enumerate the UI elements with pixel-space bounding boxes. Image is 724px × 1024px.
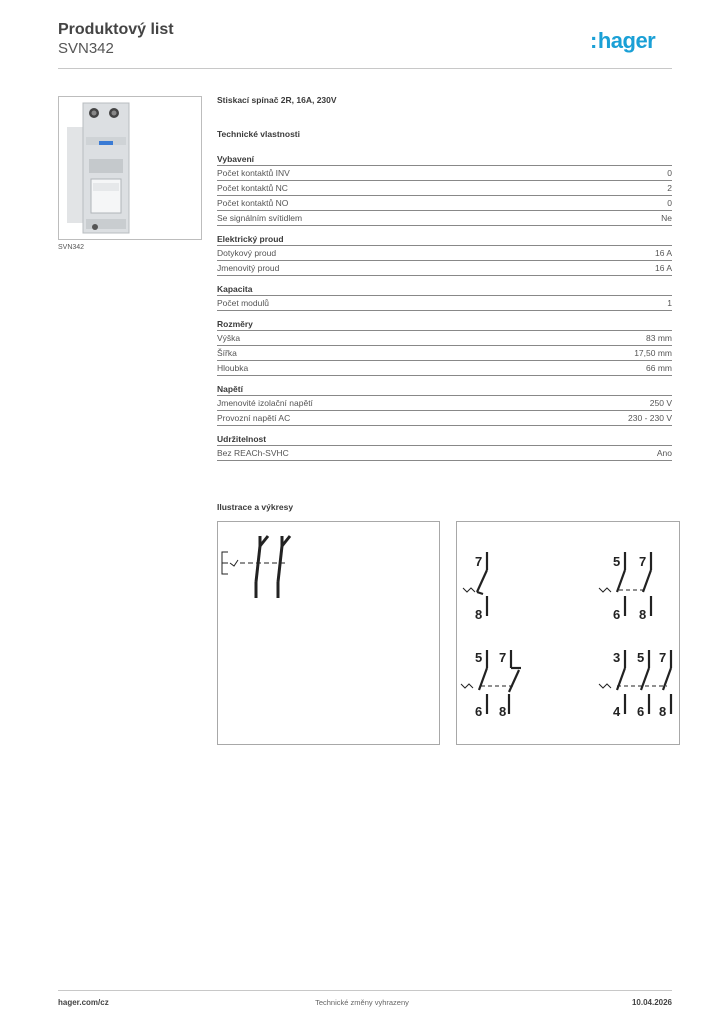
product-image-caption: SVN342	[58, 244, 85, 251]
spec-value: Ne	[661, 213, 672, 223]
spec-label: Jmenovité izolační napětí	[217, 398, 313, 408]
illustrations-title: Ilustrace a výkresy	[217, 502, 294, 512]
spec-label: Počet modulů	[217, 298, 269, 308]
spec-row	[217, 181, 672, 196]
terminal-label: 8	[499, 704, 507, 719]
hager-logo[interactable]: :hager	[590, 28, 656, 53]
spec-label: Výška	[217, 333, 241, 343]
spec-row	[217, 331, 672, 346]
symbol-drawing	[217, 521, 440, 745]
product-name: Stiskací spínač 2R, 16A, 230V	[217, 95, 337, 105]
spec-group-sustainability	[217, 433, 672, 461]
spec-row	[217, 246, 672, 261]
spec-group-title: Kapacita	[217, 283, 672, 296]
product-code: SVN342	[58, 40, 114, 57]
spec-group-current	[217, 233, 672, 276]
spec-value: 0	[667, 168, 672, 178]
spec-row	[217, 196, 672, 211]
spec-group-title: Udržitelnost	[217, 433, 672, 446]
spec-section-title: Technické vlastnosti	[217, 129, 300, 139]
spec-row	[217, 446, 672, 461]
spec-value: 83 mm	[646, 333, 672, 343]
spec-group-equipment	[217, 153, 672, 226]
header-divider	[58, 68, 672, 69]
spec-value: 17,50 mm	[634, 348, 672, 358]
terminal-label: 8	[639, 607, 647, 622]
footer-date: 10.04.2026	[631, 998, 672, 1007]
footer-notice: Technické změny vyhrazeny	[315, 998, 409, 1007]
spec-value: 2	[667, 183, 672, 193]
footer-divider	[58, 990, 672, 991]
terminal-label: 6	[637, 704, 645, 719]
logo-colon-mark: :	[590, 28, 597, 53]
spec-label: Počet kontaktů NO	[217, 198, 289, 208]
terminal-label: 7	[639, 554, 647, 569]
terminal-label: 6	[613, 607, 621, 622]
spec-group-title: Vybavení	[217, 153, 672, 166]
spec-row	[217, 361, 672, 376]
terminal-label: 5	[613, 554, 621, 569]
spec-label: Počet kontaktů NC	[217, 183, 288, 193]
spec-row	[217, 261, 672, 276]
spec-label: Šířka	[217, 348, 237, 358]
spec-group-title: Rozměry	[217, 318, 672, 331]
product-image	[58, 96, 202, 240]
page-title: Produktový list	[58, 21, 174, 38]
terminal-label: 8	[659, 704, 667, 719]
spec-row	[217, 411, 672, 426]
spec-value: Ano	[656, 448, 672, 458]
terminal-label: 7	[475, 554, 483, 569]
terminal-label: 6	[475, 704, 483, 719]
contact-diagram-3	[461, 650, 521, 714]
terminal-label: 8	[475, 607, 483, 622]
spec-value: 16 A	[654, 263, 672, 273]
spec-value: 0	[667, 198, 672, 208]
spec-label: Bez REACh-SVHC	[217, 448, 289, 458]
spec-label: Dotykový proud	[217, 248, 277, 258]
contact-diagrams	[456, 521, 680, 745]
spec-group-dimensions	[217, 318, 672, 376]
spec-label: Jmenovitý proud	[217, 263, 280, 273]
spec-group-title: Napětí	[217, 383, 672, 396]
spec-value: 66 mm	[646, 363, 672, 373]
spec-value: 1	[667, 298, 672, 308]
spec-row	[217, 396, 672, 411]
spec-row	[217, 296, 672, 311]
spec-row	[217, 346, 672, 361]
terminal-label: 5	[475, 650, 483, 665]
spec-label: Provozní napětí AC	[217, 413, 291, 423]
terminal-label: 7	[659, 650, 667, 665]
spec-label: Se signálním svítidlem	[217, 213, 303, 223]
footer-website-link[interactable]: hager.com/cz	[58, 998, 109, 1007]
terminal-label: 4	[613, 704, 621, 719]
spec-row	[217, 211, 672, 226]
spec-value: 230 - 230 V	[628, 413, 672, 423]
terminal-label: 7	[499, 650, 507, 665]
spec-value: 16 A	[654, 248, 672, 258]
spec-group-title: Elektrický proud	[217, 233, 672, 246]
spec-group-voltage	[217, 383, 672, 426]
spec-group-capacity	[217, 283, 672, 311]
spec-label: Počet kontaktů INV	[217, 168, 290, 178]
spec-row	[217, 166, 672, 181]
spec-section	[217, 95, 672, 468]
terminal-label: 3	[613, 650, 621, 665]
spec-value: 250 V	[649, 398, 672, 408]
spec-label: Hloubka	[217, 363, 249, 373]
terminal-label: 5	[637, 650, 645, 665]
